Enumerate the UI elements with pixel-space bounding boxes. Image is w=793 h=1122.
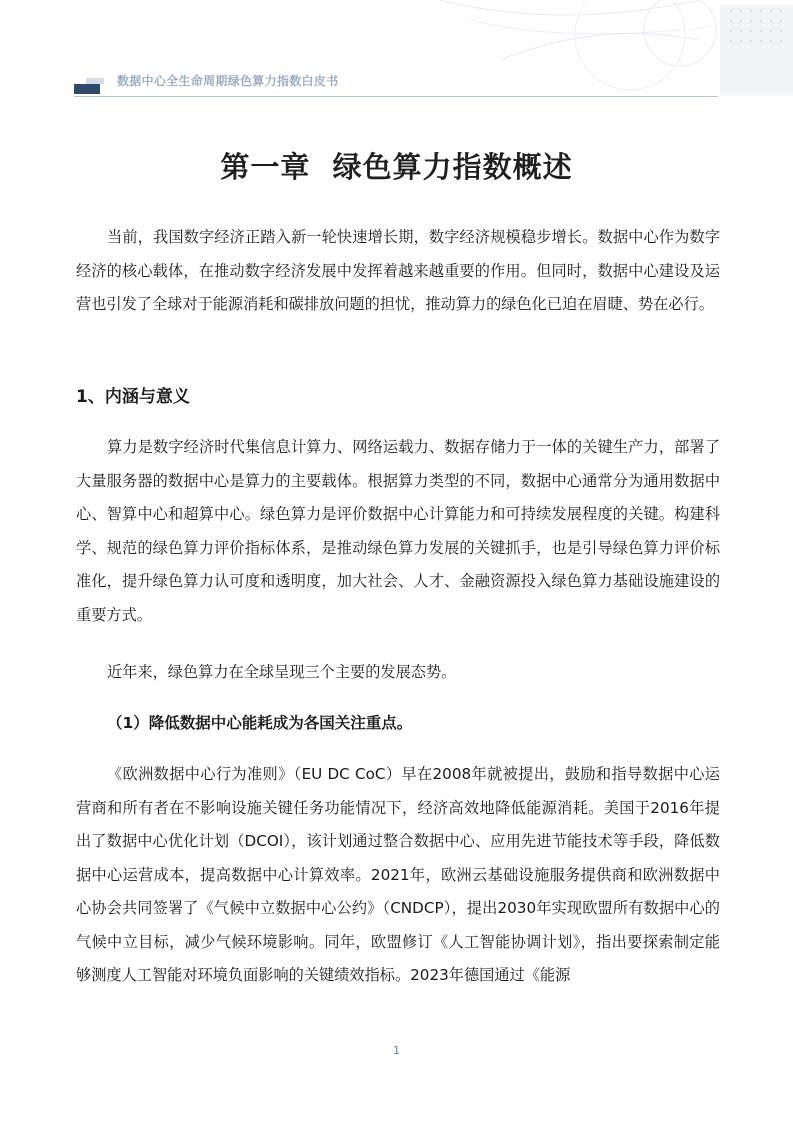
body-paragraph: 《欧洲数据中心行为准则》（EU DC CoC）早在2008年就被提出，鼓励和指导数据中心运营商和所有者在不影响设施关键任务功能情况下，经济高效地降低能源消耗。美国于2016年提出了数据中心优化计划（DCOI），该计划通过整合数据中心、应用先进节能技术等手段，降低数据中心运营成本，提高数据中心计算效率。2021年，欧洲云基础设施服务提供商和欧洲数据中心协会共同签署了《气候中立数据中心公约》（CNDCP），提出2030年实现欧盟所有数据中心的气候中立目标，减少气候环境影响。同年，欧盟修订《人工智能协调计划》，指出要探索制定能够测度人工智能对环境负面影响的关键绩效指标。2023年德国通过《能源	[76, 765, 720, 984]
page-number: 1	[393, 1044, 400, 1057]
header-accent-bar	[74, 84, 100, 94]
header-rule	[74, 96, 718, 97]
intro-paragraph: 当前，我国数字经济正踏入新一轮快速增长期，数字经济规模稳步增长。数据中心作为数字经济的核心载体，在推动数字经济发展中发挥着越来越重要的作用。但同时，数据中心建设及运营也引发了全球对于能源消耗和碳排放问题的担忧，推动算力的绿色化已迫在眉睫、势在必行。	[76, 228, 720, 313]
body-paragraph: 近年来，绿色算力在全球呈现三个主要的发展态势。	[107, 663, 457, 681]
running-header-title: 数据中心全生命周期绿色算力指数白皮书	[117, 74, 339, 88]
chapter-title: 第一章 绿色算力指数概述	[220, 150, 573, 184]
sub-heading: （1）降低数据中心能耗成为各国关注重点。	[107, 714, 413, 732]
body-paragraph: 算力是数字经济时代集信息计算力、网络运载力、数据存储力于一体的关键生产力，部署了大量服务器的数据中心是算力的主要载体。根据算力类型的不同，数据中心通常分为通用数据中心、智算中心和超算中心。绿色算力是评价数据中心计算能力和可持续发展程度的关键。构建科学、规范的绿色算力评价指标体系，是推动绿色算力发展的关键抓手，也是引导绿色算力评价标准化，提升绿色算力认可度和透明度，加大社会、人才、金融资源投入绿色算力基础设施建设的重要方式。	[76, 438, 720, 624]
section-heading: 1、内涵与意义	[76, 387, 190, 407]
